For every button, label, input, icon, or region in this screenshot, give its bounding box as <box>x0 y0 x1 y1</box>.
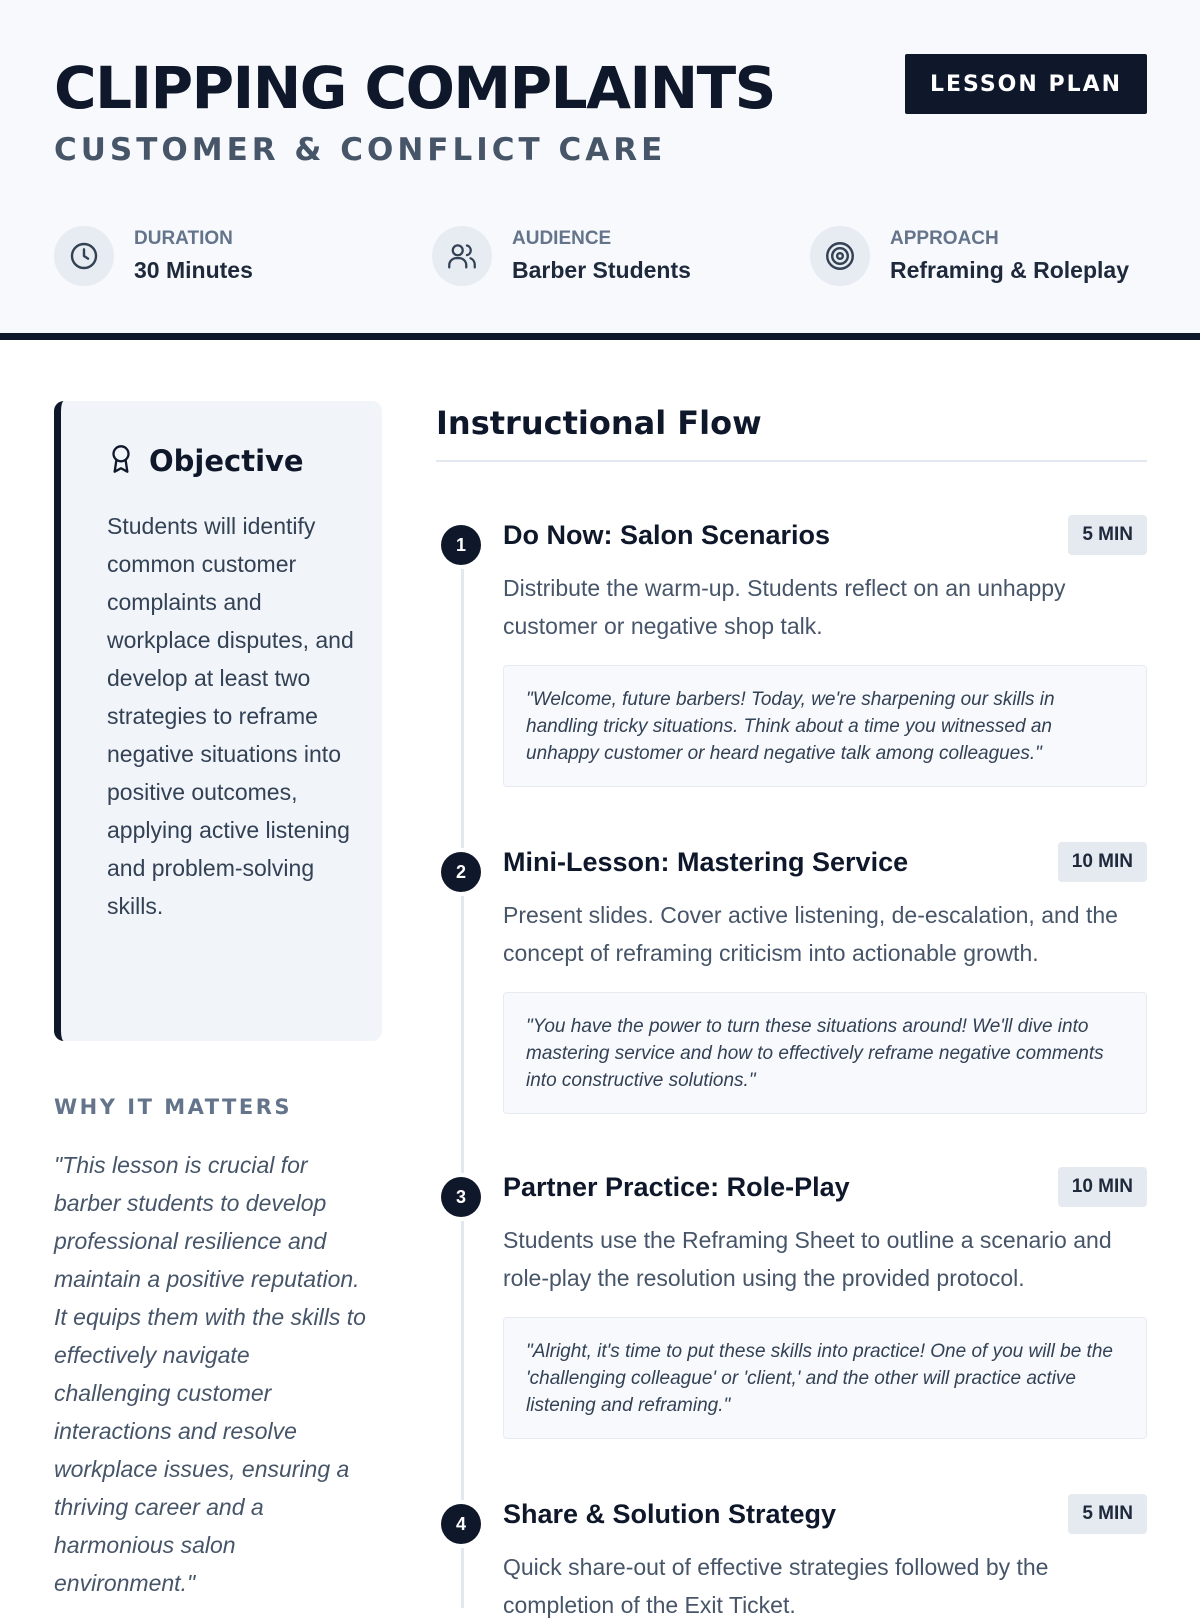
step-script-quote: "Alright, it's time to put these skills into practice! One of you will be the 'challenging colleague' or 'client,' and the other will practice active listening and reframing." <box>503 1317 1147 1439</box>
step-description: Distribute the warm-up. Students reflect on an unhappy customer or negative shop talk. <box>503 575 1066 639</box>
users-icon <box>432 226 492 286</box>
step-description: Students use the Reframing Sheet to outline a scenario and role-play the resolution using the provided protocol. <box>503 1227 1112 1291</box>
meta-duration <box>54 226 253 286</box>
lesson-plan-badge: LESSON PLAN <box>905 54 1147 114</box>
step-number: 3 <box>441 1177 481 1217</box>
step-description: Quick share-out of effective strategies followed by the completion of the Exit Ticket. <box>503 1554 1049 1618</box>
step-duration-badge: 10 MIN <box>1058 1167 1147 1207</box>
meta-approach-label: APPROACH <box>890 228 999 249</box>
objective-title: Objective <box>149 444 304 478</box>
step-number: 1 <box>441 525 481 565</box>
objective-card <box>54 401 382 1041</box>
meta-duration-value: 30 Minutes <box>134 257 253 283</box>
why-it-matters-quote: "This lesson is crucial for barber students to develop professional resilience and maintain a positive reputation. It equips them with the skills to effectively navigate challenging customer interactions and resolve workplace issues, ensuring a thriving career and a harmonious salon environment." <box>54 1152 366 1596</box>
why-it-matters-label: WHY IT MATTERS <box>54 1095 292 1119</box>
meta-audience <box>432 226 691 286</box>
page-title: CLIPPING COMPLAINTS <box>54 54 775 122</box>
instructional-flow-title: Instructional Flow <box>436 404 762 442</box>
step-script-quote: "You have the power to turn these situations around! We'll dive into mastering service and how to effectively reframe negative comments into constructive solutions." <box>503 992 1147 1114</box>
step-title: Partner Practice: Role-Play <box>503 1172 850 1202</box>
meta-approach-value: Reframing & Roleplay <box>890 257 1129 283</box>
meta-audience-label: AUDIENCE <box>512 228 612 249</box>
meta-audience-value: Barber Students <box>512 257 691 283</box>
step-number: 2 <box>441 852 481 892</box>
flow-divider <box>436 460 1147 462</box>
step-description: Present slides. Cover active listening, de-escalation, and the concept of reframing criticism into actionable growth. <box>503 902 1118 966</box>
step-duration-badge: 5 MIN <box>1068 1494 1147 1534</box>
flow-step <box>436 515 1147 795</box>
step-duration-badge: 5 MIN <box>1068 515 1147 555</box>
flow-step <box>436 1167 1147 1447</box>
page-header <box>0 0 1200 340</box>
flow-step <box>436 1494 1147 1618</box>
step-title: Share & Solution Strategy <box>503 1499 837 1529</box>
step-number: 4 <box>441 1504 481 1544</box>
meta-approach <box>810 226 1129 286</box>
page-subtitle: CUSTOMER & CONFLICT CARE <box>54 132 667 168</box>
flow-step <box>436 842 1147 1122</box>
step-title: Do Now: Salon Scenarios <box>503 520 831 550</box>
step-title: Mini-Lesson: Mastering Service <box>503 847 909 877</box>
step-duration-badge: 10 MIN <box>1058 842 1147 882</box>
target-icon <box>810 226 870 286</box>
meta-duration-label: DURATION <box>134 228 233 249</box>
clock-icon <box>54 226 114 286</box>
step-script-quote: "Welcome, future barbers! Today, we're sharpening our skills in handling tricky situations. Think about a time you witnessed an unhappy customer or heard negative talk among colleagues." <box>503 665 1147 787</box>
objective-text: Students will identify common customer complaints and workplace disputes, and develop at least two strategies to reframe negative situations into positive outcomes, applying active listening and problem-solving skills. <box>107 513 354 919</box>
award-icon <box>107 444 135 479</box>
